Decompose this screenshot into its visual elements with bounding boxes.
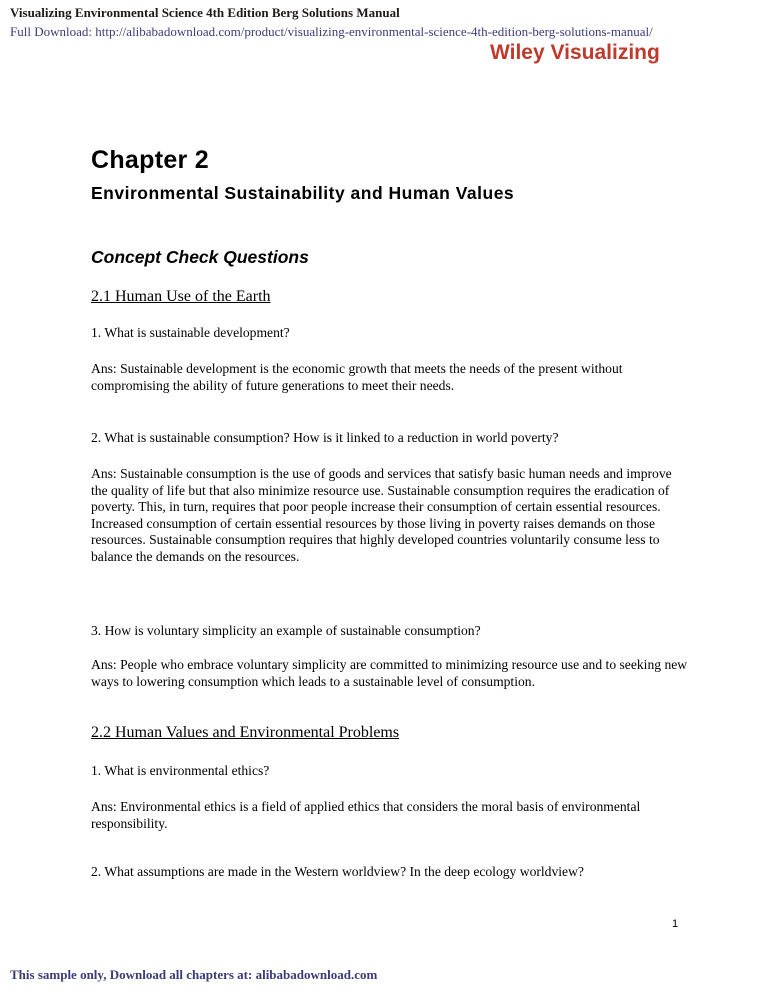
download-line (10, 24, 653, 40)
download-link[interactable]: http://alibabadownload.com/product/visualizing-environmental-science-4th-edition-berg-solutions-manual/ (95, 24, 653, 39)
question: 3. How is voluntary simplicity an example of sustainable consumption? (91, 623, 481, 638)
answer: Ans: People who embrace voluntary simplicity are committed to minimizing resource use and to seeking new ways to lowering consumption which leads to a sustainable level of consumption. (91, 657, 688, 689)
section-heading: 2.1 Human Use of the Earth (91, 288, 271, 305)
chapter-title: Chapter 2 (91, 146, 210, 174)
question: 2. What assumptions are made in the Western worldview? In the deep ecology worldview? (91, 864, 584, 879)
footer-notice: This sample only, Download all chapters at: alibabadownload.com (10, 967, 378, 982)
page-number: 1 (672, 918, 679, 930)
section-heading: 2.2 Human Values and Environmental Problems (91, 724, 400, 741)
answer: Ans: Sustainable consumption is the use of goods and services that satisfy basic human needs and improve the quality of life but that also minimize resource use. Sustainable consumption requires the eradication of poverty. This, in turn, requires that poor people increase their consumption of certain essential resources. Increased consumption of certain essential resources by those living in poverty raises demands on those resources. Sustainable consumption requires that highly developed countries voluntarily consume less to balance the demands on the resources. (91, 466, 672, 564)
download-label: Full Download: (10, 24, 92, 39)
document-header-title: Visualizing Environmental Science 4th Edition Berg Solutions Manual (10, 5, 400, 20)
question: 2. What is sustainable consumption? How is it linked to a reduction in world poverty? (91, 430, 559, 445)
question: 1. What is sustainable development? (91, 325, 290, 340)
chapter-subtitle: Environmental Sustainability and Human Values (91, 183, 515, 203)
answer: Ans: Sustainable development is the economic growth that meets the needs of the present without compromising the ability of future generations to meet their needs. (91, 361, 623, 393)
concept-check-heading: Concept Check Questions (91, 247, 309, 267)
answer: Ans: Environmental ethics is a field of applied ethics that considers the moral basis of environmental responsibility. (91, 799, 641, 831)
question: 1. What is environmental ethics? (91, 763, 270, 778)
wiley-visualizing-logo: Wiley Visualizing (490, 41, 660, 64)
